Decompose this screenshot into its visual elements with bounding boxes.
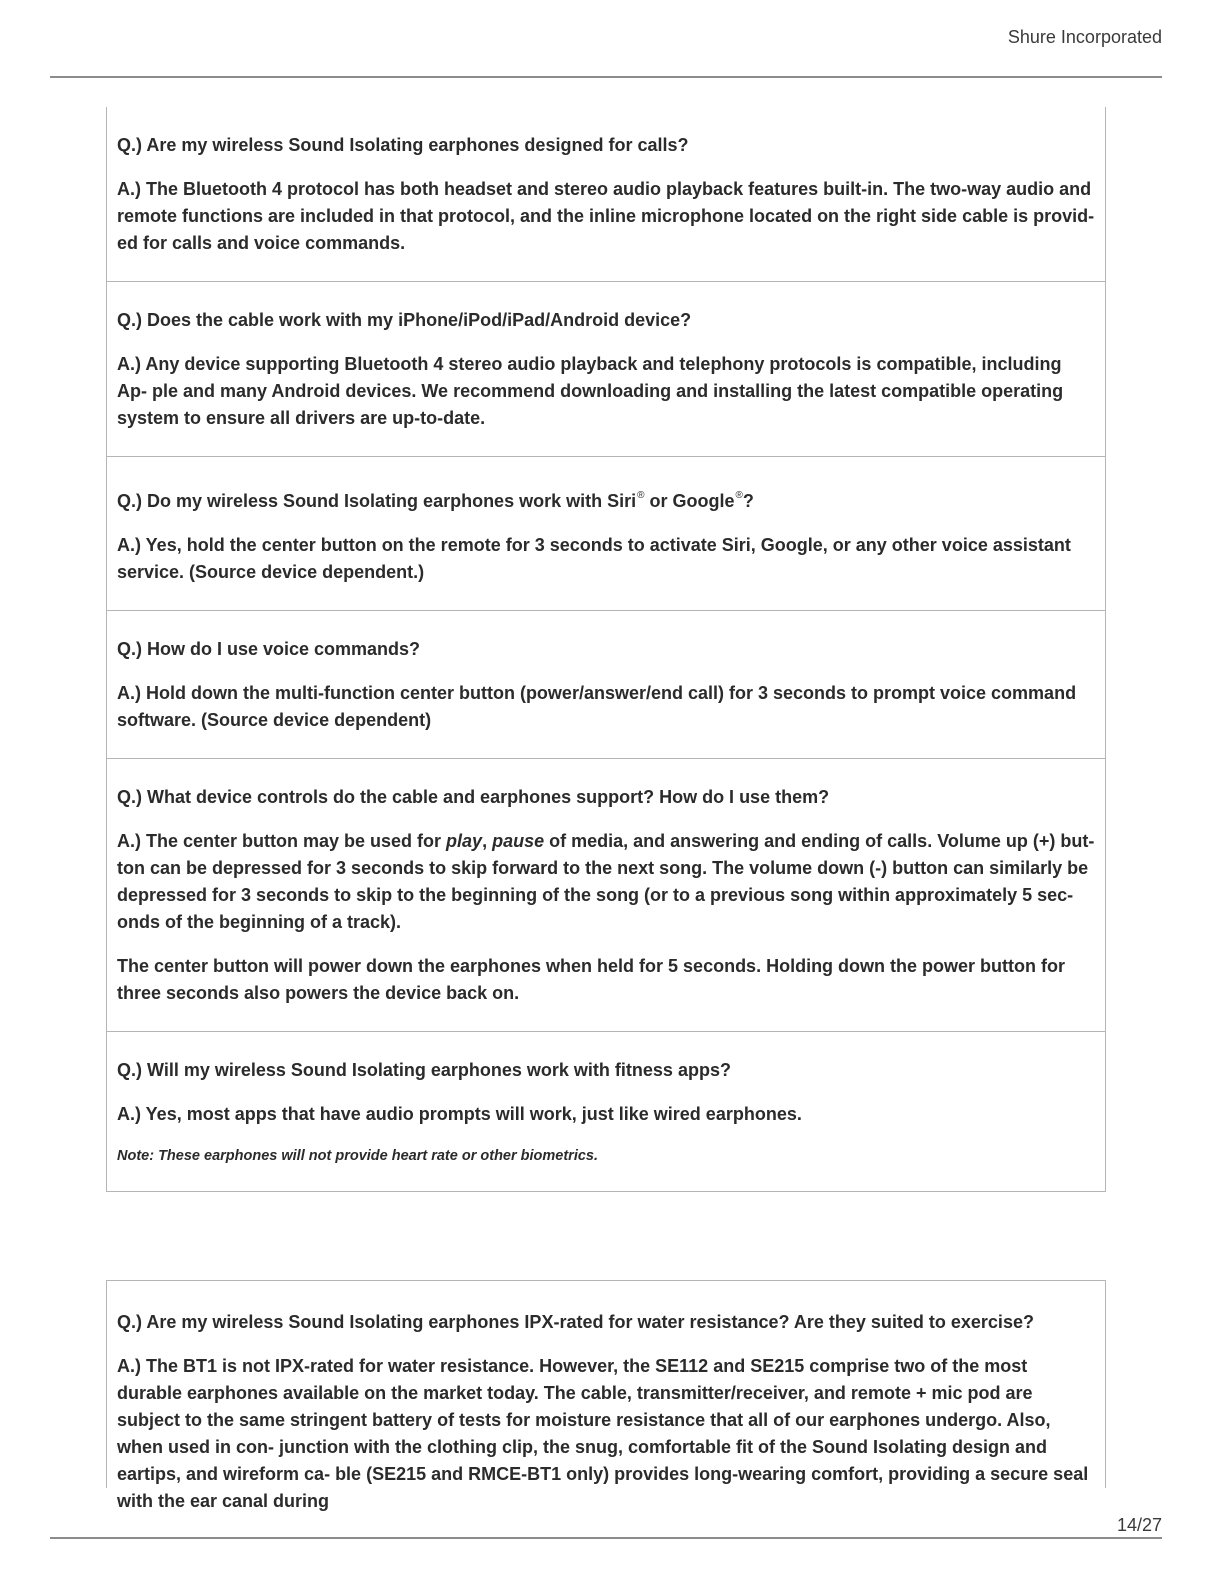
- header-divider: [50, 76, 1162, 78]
- faq-answer: A.) Hold down the multi-function center button (power/answer/end call) for 3 seconds to prompt voice command software. (Source device dependent): [117, 683, 1077, 730]
- question-text: or Google: [644, 491, 735, 511]
- faq-item-calls: [107, 107, 1105, 282]
- header-company-name: Shure Incorporated: [1007, 27, 1162, 47]
- answer-text: ,: [482, 831, 493, 851]
- answer-emphasis-play: play: [446, 831, 483, 851]
- faq-item-voice-assistant: [107, 457, 1105, 611]
- faq-answer: A.) Yes, most apps that have audio prompts will work, just like wired earphones.: [117, 1104, 802, 1124]
- faq-question: Q.) Does the cable work with my iPhone/iPod/iPad/Android device?: [117, 310, 692, 330]
- faq-question: Q.) What device controls do the cable and earphones support? How do I use them?: [117, 787, 830, 807]
- registered-mark: ®: [637, 490, 645, 501]
- answer-text: of media, and answering and ending of calls. Volume up (+) but- ton can be depressed for 3 seconds to skip forward to the next song. The volume down (-) button can similarly be depressed for 3 seconds to skip to the beginning of the song (or to a previous song within approximately 5 sec- onds of the beginning of a track).: [117, 831, 1095, 932]
- faq-table-continued: [106, 1280, 1106, 1511]
- faq-question: Q.) How do I use voice commands?: [117, 639, 421, 659]
- faq-answer: [117, 828, 1095, 936]
- faq-answer: A.) Yes, hold the center button on the remote for 3 seconds to activate Siri, Google, or any other voice assistant service. (Source device dependent.): [117, 535, 1071, 582]
- question-text: ?: [742, 491, 754, 511]
- faq-item-water-resistance: [107, 1281, 1105, 1539]
- faq-answer: A.) The BT1 is not IPX-rated for water resistance. However, the SE112 and SE215 comprise two of the most durable earphones available on the market today. The cable, transmitter/receiver, and remote + mic pod are subject to the same stringent battery of tests for moisture resistance that all of our earphones undergo. Also, when used in con- junction with the clothing clip, the snug, comfortable fit of the Sound Isolating design and eartips, and wireform ca- ble (SE215 and RMCE-BT1 only) provides long-wearing comfort, providing a secure seal with the ear canal during: [117, 1356, 1089, 1511]
- answer-text: A.) The center button may be used for: [117, 831, 447, 851]
- faq-answer-extra: The center button will power down the earphones when held for 5 seconds. Holding down the power button for three seconds also powers the device back on.: [117, 956, 1066, 1003]
- faq-item-device-controls: [107, 759, 1105, 1032]
- faq-question: Q.) Are my wireless Sound Isolating earphones IPX-rated for water resistance? Are they suited to exercise?: [117, 1312, 1034, 1332]
- faq-item-fitness-apps: [107, 1032, 1105, 1191]
- faq-question: Q.) Are my wireless Sound Isolating earphones designed for calls?: [117, 135, 689, 155]
- question-text: Q.) Do my wireless Sound Isolating earphones work with Siri: [117, 491, 637, 511]
- page-number: 14/27: [1116, 1515, 1162, 1535]
- registered-mark: ®: [735, 490, 743, 501]
- faq-item-voice-commands: [107, 611, 1105, 759]
- faq-question: [117, 482, 1095, 515]
- faq-answer: A.) The Bluetooth 4 protocol has both headset and stereo audio playback features built-in. The two-way audio and remote functions are included in that protocol, and the inline microphone located on the right side cable is provid- ed for calls and voice commands.: [117, 179, 1095, 253]
- footer-divider: [50, 1537, 1162, 1539]
- faq-question: Q.) Will my wireless Sound Isolating earphones work with fitness apps?: [117, 1060, 731, 1080]
- faq-item-compatibility: [107, 282, 1105, 457]
- answer-emphasis-pause: pause: [492, 831, 545, 851]
- faq-table: [106, 107, 1106, 1192]
- faq-answer: A.) Any device supporting Bluetooth 4 stereo audio playback and telephony protocols is compatible, including Ap- ple and many Android devices. We recommend downloading and installing the latest compatible operating system to ensure all drivers are up-to-date.: [117, 354, 1064, 428]
- faq-note: Note: These earphones will not provide heart rate or other biometrics.: [117, 1148, 599, 1164]
